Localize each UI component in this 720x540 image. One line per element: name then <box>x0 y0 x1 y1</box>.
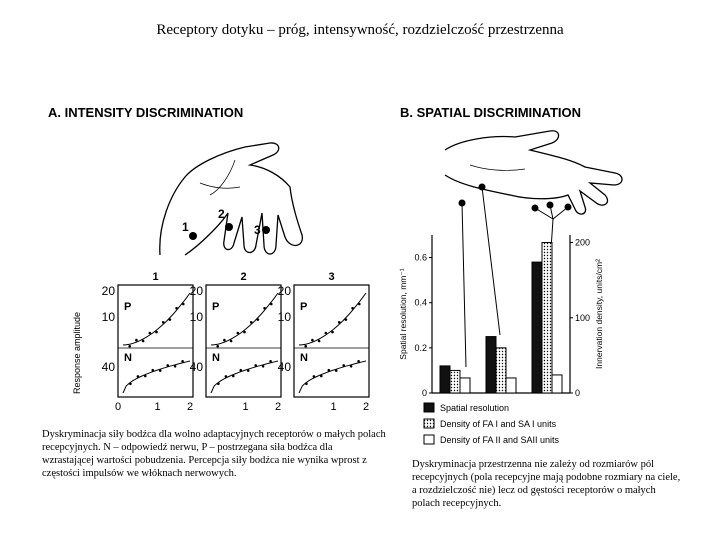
p-data-point <box>257 318 260 321</box>
n-tick-label: 40 <box>101 360 115 374</box>
p-data-point <box>175 307 178 310</box>
n-curve-label: N <box>212 352 220 364</box>
p-data-point <box>311 339 314 342</box>
site-label-1: 1 <box>182 220 189 234</box>
n-data-point <box>217 383 220 386</box>
n-data-point <box>166 364 169 367</box>
p-data-point <box>128 345 131 348</box>
bar-spatial-resolution <box>440 366 450 393</box>
p-curve <box>211 293 278 345</box>
n-data-point <box>137 375 140 378</box>
left-axis-label: Spatial resolution, mm⁻¹ <box>398 268 408 360</box>
p-tick-label: 10 <box>189 310 203 324</box>
left-tick-label: 0.6 <box>414 252 427 263</box>
n-data-point <box>328 369 331 372</box>
n-data-point <box>225 375 228 378</box>
p-data-point <box>162 321 165 324</box>
figure-a-ylabel: Response amplitude <box>72 311 82 395</box>
n-curve <box>123 361 190 393</box>
figure-b-heading: B. SPATIAL DISCRIMINATION <box>400 105 582 120</box>
legend-label: Spatial resolution <box>440 403 510 413</box>
figure-spatial-discrimination <box>390 95 700 450</box>
p-data-point <box>318 340 321 343</box>
p-data-point <box>142 340 145 343</box>
panel-number: 3 <box>328 271 335 283</box>
n-curve-label: N <box>124 352 132 364</box>
n-data-point <box>152 369 155 372</box>
p-curve <box>123 293 190 345</box>
p-tick-label: 10 <box>101 310 115 324</box>
p-data-point <box>223 339 226 342</box>
x-tick-label: 0 <box>114 401 122 413</box>
panel-number: 2 <box>240 271 247 283</box>
p-curve-label: P <box>212 301 220 313</box>
p-data-point <box>135 339 138 342</box>
x-tick-label: 2 <box>362 401 370 413</box>
n-tick-label: 40 <box>189 360 203 374</box>
n-curve <box>299 361 366 393</box>
n-data-point <box>350 365 353 368</box>
n-data-point <box>174 365 177 368</box>
site-label-2: 2 <box>218 207 225 221</box>
left-tick-label: 0.2 <box>414 342 427 353</box>
n-data-point <box>313 375 316 378</box>
p-curve-label: P <box>300 301 308 313</box>
n-data-point <box>181 360 184 363</box>
n-data-point <box>305 383 308 386</box>
p-data-point <box>149 332 152 335</box>
legend-swatch <box>424 403 434 412</box>
p-tick-label: 20 <box>101 284 115 298</box>
n-data-point <box>159 369 162 372</box>
x-tick-label: 2 <box>186 401 194 413</box>
p-data-point <box>351 307 354 310</box>
n-data-point <box>335 369 338 372</box>
figure-a-heading: A. INTENSITY DISCRIMINATION <box>48 105 244 120</box>
intensity-panel-1 <box>102 271 193 413</box>
p-curve <box>299 293 366 345</box>
p-data-point <box>304 345 307 348</box>
p-curve-label: P <box>124 301 132 313</box>
legend-label: Density of FA II and SAII units <box>440 435 560 445</box>
p-tick-label: 20 <box>189 284 203 298</box>
panel-number: 1 <box>152 271 159 283</box>
left-tick-label: 0.4 <box>414 297 427 308</box>
p-data-point <box>216 345 219 348</box>
p-tick-label: 10 <box>277 310 291 324</box>
legend-swatch <box>424 419 434 428</box>
legend-swatch <box>424 435 434 444</box>
p-data-point <box>182 303 185 306</box>
x-tick-label: 2 <box>274 401 282 413</box>
left-tick-label: 0 <box>421 388 427 398</box>
n-data-point <box>320 375 323 378</box>
bar-density-fa1-sa1 <box>450 370 460 393</box>
n-data-point <box>144 375 147 378</box>
x-tick-label: 1 <box>154 401 161 413</box>
p-data-point <box>237 332 240 335</box>
n-data-point <box>129 383 132 386</box>
intensity-panel-2 <box>190 271 281 413</box>
p-data-point <box>325 332 328 335</box>
n-data-point <box>232 375 235 378</box>
x-tick-label: 1 <box>242 401 249 413</box>
p-data-point <box>358 303 361 306</box>
p-data-point <box>345 318 348 321</box>
bar-spatial-resolution <box>486 337 496 393</box>
p-data-point <box>338 321 341 324</box>
n-data-point <box>262 365 265 368</box>
pointer-lines <box>459 184 571 367</box>
x-tick-label: 1 <box>330 401 337 413</box>
caption-left: Dyskryminacja siły bodźca dla wolno adaptacyjnych receptorów o małych polach recepcyjnych. N – odpowiedź nerwu, P – postrzegana siła bodźca dla wzrastającej wartości pobudzenia. Percepcja siły bodźca nie wynika wprost z częstości impulsów we włóknach nerwowych. <box>42 429 386 479</box>
p-data-point <box>331 331 334 334</box>
intensity-panel-3 <box>278 271 369 413</box>
p-data-point <box>243 331 246 334</box>
p-data-point <box>155 331 158 334</box>
n-data-point <box>247 369 250 372</box>
legend-label: Density of FA I and SA I units <box>440 419 557 429</box>
p-data-point <box>169 318 172 321</box>
hand-illustration-b <box>445 131 622 214</box>
site-label-3: 3 <box>254 223 261 237</box>
p-data-point <box>270 303 273 306</box>
n-data-point <box>269 360 272 363</box>
figure-intensity-discrimination <box>30 95 375 420</box>
bar-density-fa1-sa1 <box>496 348 506 393</box>
right-tick-label: 200 <box>575 237 591 248</box>
bar-density-fa1-sa1 <box>542 243 552 393</box>
right-tick-label: 100 <box>575 312 591 323</box>
n-tick-label: 40 <box>277 360 291 374</box>
hand-illustration <box>160 143 303 255</box>
n-data-point <box>342 364 345 367</box>
n-data-point <box>357 360 360 363</box>
n-curve <box>211 361 278 393</box>
n-data-point <box>240 369 243 372</box>
caption-right: Dyskryminacja przestrzenna nie zależy od rozmiarów pól recepcyjnych (pola recepcyjne mają podobne rozmiary na ciele, a rozdzielczość nie) lecz od gęstości receptorów o małych polach recepcyjnych. <box>412 459 681 509</box>
p-data-point <box>230 340 233 343</box>
p-data-point <box>250 321 253 324</box>
bar-spatial-resolution <box>532 262 542 393</box>
p-data-point <box>263 307 266 310</box>
n-curve-label: N <box>300 352 308 364</box>
p-tick-label: 20 <box>277 284 291 298</box>
bar-density-fa2-sa2 <box>552 375 562 393</box>
bar-density-fa2-sa2 <box>460 378 470 393</box>
right-axis-label: Innervation density, units/cm² <box>594 259 604 369</box>
page-title: Receptory dotyku – próg, intensywność, rozdzielczość przestrzenna <box>156 22 564 38</box>
n-data-point <box>254 364 257 367</box>
bar-density-fa2-sa2 <box>506 378 516 393</box>
right-tick-label: 0 <box>575 388 581 398</box>
